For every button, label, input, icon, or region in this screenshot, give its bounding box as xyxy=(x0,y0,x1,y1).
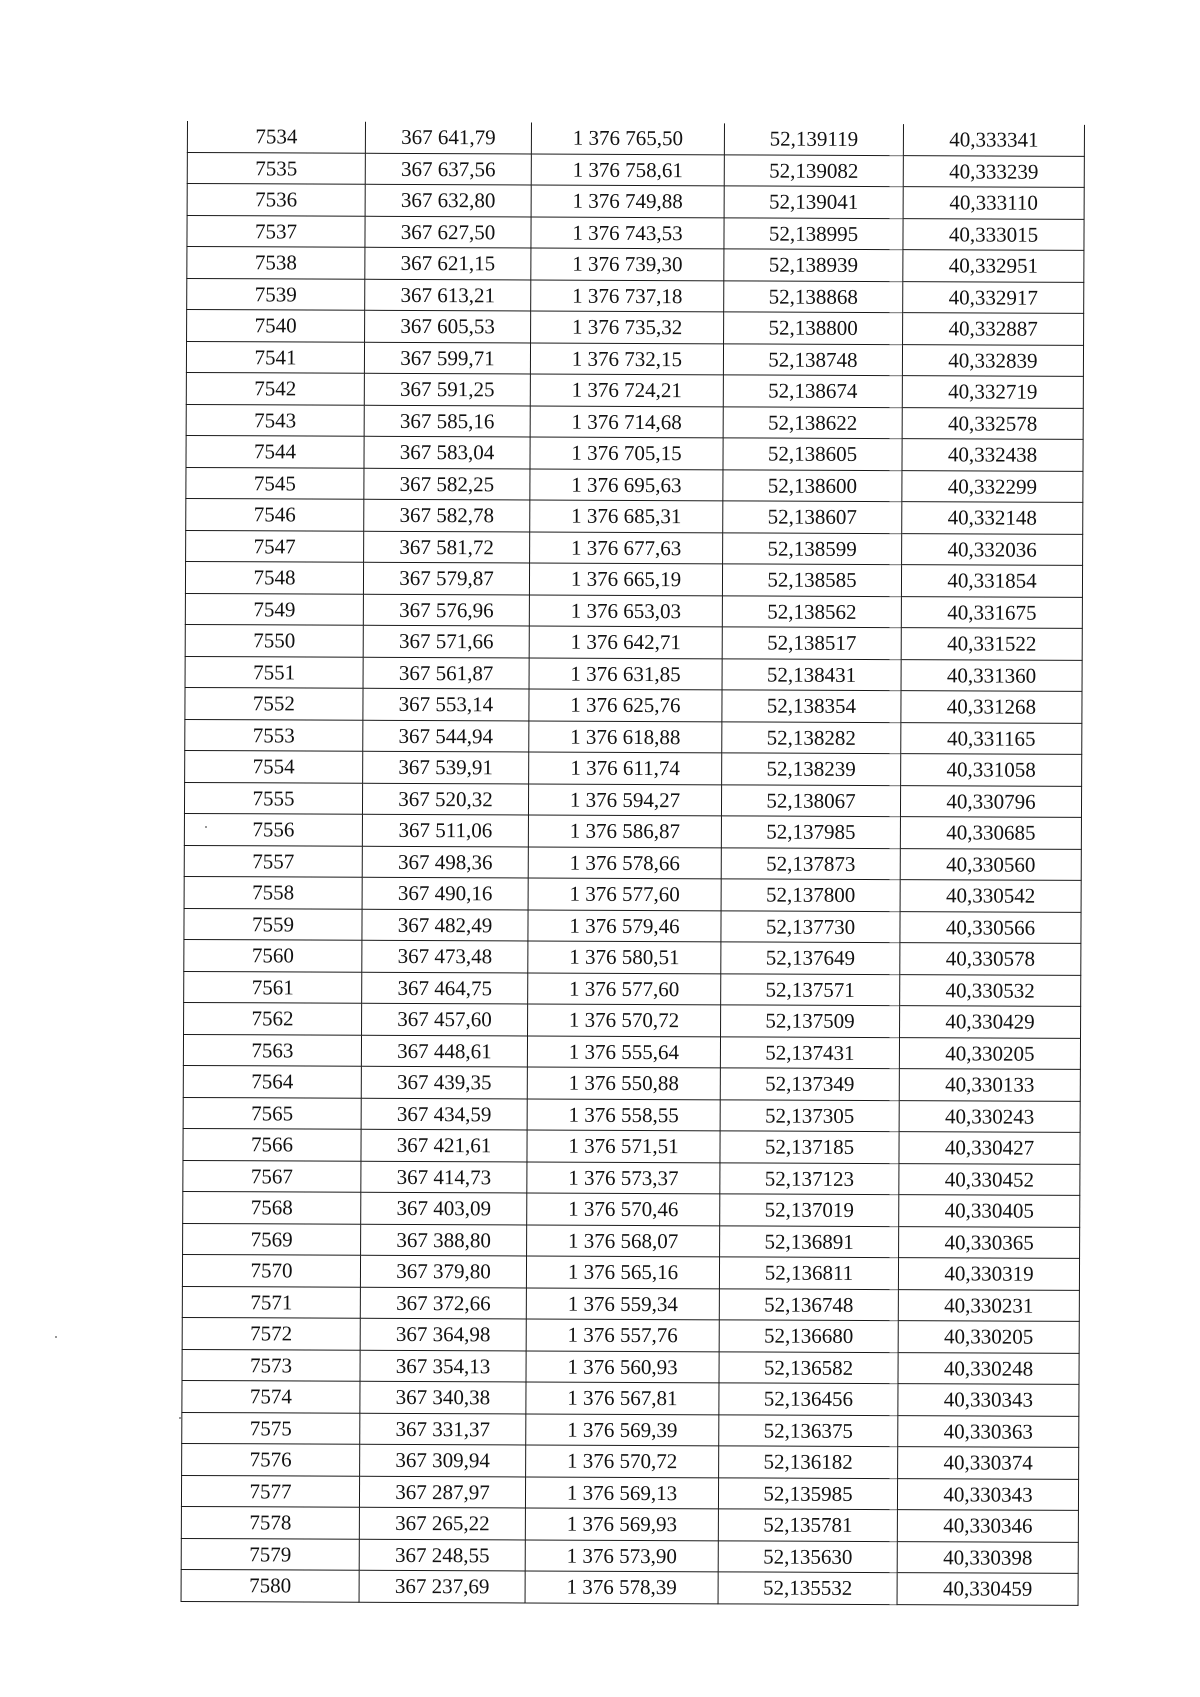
x-coordinate-cell: 367 388,80 xyxy=(361,1224,527,1256)
table-row xyxy=(186,435,1083,470)
longitude-cell: 40,332719 xyxy=(902,376,1083,408)
point-number-cell: 7569 xyxy=(183,1223,361,1255)
latitude-cell: 52,136748 xyxy=(719,1288,898,1320)
y-coordinate-cell: 1 376 580,51 xyxy=(528,941,721,973)
table-row xyxy=(185,750,1082,785)
x-coordinate-cell: 367 287,97 xyxy=(359,1476,525,1508)
x-coordinate-cell: 367 414,73 xyxy=(361,1161,527,1193)
point-number-cell: 7580 xyxy=(181,1569,359,1601)
x-coordinate-cell: 367 439,35 xyxy=(361,1066,527,1098)
x-coordinate-cell: 367 498,36 xyxy=(362,846,528,878)
latitude-cell: 52,138674 xyxy=(723,375,902,407)
latitude-cell: 52,138239 xyxy=(722,753,901,785)
table-row xyxy=(187,310,1084,345)
table-row xyxy=(184,1002,1081,1037)
table-row xyxy=(181,1538,1078,1573)
latitude-cell: 52,138599 xyxy=(723,532,902,564)
table-row xyxy=(183,1097,1080,1132)
point-number-cell: 7577 xyxy=(181,1475,359,1507)
longitude-cell: 40,332917 xyxy=(903,281,1084,313)
x-coordinate-cell: 367 434,59 xyxy=(361,1098,527,1130)
table-row xyxy=(182,1254,1079,1289)
x-coordinate-cell: 367 539,91 xyxy=(363,751,529,783)
x-coordinate-cell: 367 621,15 xyxy=(365,247,531,279)
y-coordinate-cell: 1 376 625,76 xyxy=(529,689,722,721)
longitude-cell: 40,330578 xyxy=(900,943,1081,975)
point-number-cell: 7572 xyxy=(182,1317,360,1349)
x-coordinate-cell: 367 421,61 xyxy=(361,1129,527,1161)
point-number-cell: 7562 xyxy=(184,1002,362,1034)
y-coordinate-cell: 1 376 611,74 xyxy=(529,752,722,784)
point-number-cell: 7579 xyxy=(181,1538,359,1570)
y-coordinate-cell: 1 376 573,90 xyxy=(525,1539,718,1571)
table-row xyxy=(184,939,1081,974)
latitude-cell: 52,137800 xyxy=(721,879,900,911)
table-row xyxy=(185,656,1082,691)
longitude-cell: 40,330542 xyxy=(900,880,1081,912)
point-number-cell: 7560 xyxy=(184,939,362,971)
latitude-cell: 52,135630 xyxy=(718,1540,897,1572)
table-row xyxy=(184,813,1081,848)
point-number-cell: 7547 xyxy=(186,530,364,562)
latitude-cell: 52,138607 xyxy=(723,501,902,533)
point-number-cell: 7535 xyxy=(187,152,365,184)
table-row xyxy=(184,971,1081,1006)
point-number-cell: 7564 xyxy=(183,1065,361,1097)
y-coordinate-cell: 1 376 570,72 xyxy=(526,1445,719,1477)
table-row xyxy=(185,561,1082,596)
table-row xyxy=(186,372,1083,407)
y-coordinate-cell: 1 376 579,46 xyxy=(528,909,721,941)
longitude-cell: 40,330427 xyxy=(899,1132,1080,1164)
point-number-cell: 7541 xyxy=(186,341,364,373)
latitude-cell: 52,135985 xyxy=(718,1477,897,1509)
longitude-cell: 40,333015 xyxy=(903,218,1084,250)
longitude-cell: 40,331058 xyxy=(901,754,1082,786)
point-number-cell: 7545 xyxy=(186,467,364,499)
longitude-cell: 40,330343 xyxy=(897,1478,1078,1510)
latitude-cell: 52,136182 xyxy=(719,1446,898,1478)
x-coordinate-cell: 367 585,16 xyxy=(364,405,530,437)
longitude-cell: 40,330532 xyxy=(900,974,1081,1006)
table-row xyxy=(185,624,1082,659)
latitude-cell: 52,138800 xyxy=(724,312,903,344)
latitude-cell: 52,137649 xyxy=(721,942,900,974)
table-row xyxy=(187,184,1084,219)
x-coordinate-cell: 367 637,56 xyxy=(365,153,531,185)
y-coordinate-cell: 1 376 618,88 xyxy=(529,720,722,752)
y-coordinate-cell: 1 376 578,66 xyxy=(528,846,721,878)
x-coordinate-cell: 367 582,25 xyxy=(364,468,530,500)
latitude-cell: 52,137431 xyxy=(720,1036,899,1068)
longitude-cell: 40,331522 xyxy=(901,628,1082,660)
point-number-cell: 7565 xyxy=(183,1097,361,1129)
table-row xyxy=(183,1034,1080,1069)
longitude-cell: 40,330685 xyxy=(900,817,1081,849)
longitude-cell: 40,330243 xyxy=(899,1100,1080,1132)
y-coordinate-cell: 1 376 653,03 xyxy=(529,594,722,626)
x-coordinate-cell: 367 237,69 xyxy=(359,1570,525,1602)
latitude-cell: 52,138517 xyxy=(722,627,901,659)
latitude-cell: 52,138562 xyxy=(722,595,901,627)
y-coordinate-cell: 1 376 631,85 xyxy=(529,657,722,689)
x-coordinate-cell: 367 309,94 xyxy=(360,1444,526,1476)
latitude-cell: 52,137571 xyxy=(721,973,900,1005)
x-coordinate-cell: 367 340,38 xyxy=(360,1381,526,1413)
longitude-cell: 40,330365 xyxy=(899,1226,1080,1258)
y-coordinate-cell: 1 376 642,71 xyxy=(529,626,722,658)
table-row xyxy=(187,121,1084,156)
point-number-cell: 7546 xyxy=(186,498,364,530)
latitude-cell: 52,136375 xyxy=(719,1414,898,1446)
latitude-cell: 52,136456 xyxy=(719,1383,898,1415)
latitude-cell: 52,138585 xyxy=(722,564,901,596)
latitude-cell: 52,138868 xyxy=(724,280,903,312)
y-coordinate-cell: 1 376 569,93 xyxy=(525,1508,718,1540)
longitude-cell: 40,332839 xyxy=(902,344,1083,376)
table-row xyxy=(186,404,1083,439)
x-coordinate-cell: 367 632,80 xyxy=(365,184,531,216)
y-coordinate-cell: 1 376 570,72 xyxy=(528,1004,721,1036)
y-coordinate-cell: 1 376 705,15 xyxy=(530,437,723,469)
x-coordinate-cell: 367 544,94 xyxy=(363,720,529,752)
latitude-cell: 52,139082 xyxy=(724,154,903,186)
y-coordinate-cell: 1 376 565,16 xyxy=(526,1256,719,1288)
latitude-cell: 52,138622 xyxy=(723,406,902,438)
table-row xyxy=(187,278,1084,313)
latitude-cell: 52,137185 xyxy=(720,1131,899,1163)
table-row xyxy=(183,1191,1080,1226)
table-row xyxy=(187,215,1084,250)
y-coordinate-cell: 1 376 758,61 xyxy=(531,154,724,186)
y-coordinate-cell: 1 376 569,39 xyxy=(526,1413,719,1445)
longitude-cell: 40,332148 xyxy=(902,502,1083,534)
x-coordinate-cell: 367 511,06 xyxy=(362,814,528,846)
latitude-cell: 52,137873 xyxy=(721,847,900,879)
x-coordinate-cell: 367 473,48 xyxy=(362,940,528,972)
longitude-cell: 40,331854 xyxy=(901,565,1082,597)
x-coordinate-cell: 367 457,60 xyxy=(362,1003,528,1035)
latitude-cell: 52,138748 xyxy=(723,343,902,375)
y-coordinate-cell: 1 376 560,93 xyxy=(526,1350,719,1382)
longitude-cell: 40,330133 xyxy=(899,1069,1080,1101)
y-coordinate-cell: 1 376 677,63 xyxy=(530,531,723,563)
longitude-cell: 40,332887 xyxy=(903,313,1084,345)
y-coordinate-cell: 1 376 558,55 xyxy=(527,1098,720,1130)
latitude-cell: 52,137509 xyxy=(721,1005,900,1037)
longitude-cell: 40,332299 xyxy=(902,470,1083,502)
latitude-cell: 52,139041 xyxy=(724,186,903,218)
y-coordinate-cell: 1 376 577,60 xyxy=(528,878,721,910)
longitude-cell: 40,332951 xyxy=(903,250,1084,282)
point-number-cell: 7578 xyxy=(181,1506,359,1538)
table-row xyxy=(182,1380,1079,1415)
point-number-cell: 7536 xyxy=(187,184,365,216)
x-coordinate-cell: 367 582,78 xyxy=(364,499,530,531)
point-number-cell: 7575 xyxy=(182,1412,360,1444)
latitude-cell: 52,136680 xyxy=(719,1320,898,1352)
x-coordinate-cell: 367 599,71 xyxy=(364,342,530,374)
latitude-cell: 52,138600 xyxy=(723,469,902,501)
table-row xyxy=(184,876,1081,911)
longitude-cell: 40,331360 xyxy=(901,659,1082,691)
point-number-cell: 7537 xyxy=(187,215,365,247)
x-coordinate-cell: 367 605,53 xyxy=(365,310,531,342)
table-row xyxy=(186,530,1083,565)
longitude-cell: 40,331165 xyxy=(901,722,1082,754)
table-row xyxy=(187,247,1084,282)
y-coordinate-cell: 1 376 569,13 xyxy=(525,1476,718,1508)
point-number-cell: 7558 xyxy=(184,876,362,908)
table-row xyxy=(186,467,1083,502)
x-coordinate-cell: 367 403,09 xyxy=(361,1192,527,1224)
table-row xyxy=(185,719,1082,754)
longitude-cell: 40,330363 xyxy=(898,1415,1079,1447)
longitude-cell: 40,330205 xyxy=(899,1037,1080,1069)
table-row xyxy=(186,341,1083,376)
y-coordinate-cell: 1 376 737,18 xyxy=(531,280,724,312)
y-coordinate-cell: 1 376 567,81 xyxy=(526,1382,719,1414)
longitude-cell: 40,330319 xyxy=(898,1258,1079,1290)
x-coordinate-cell: 367 571,66 xyxy=(363,625,529,657)
point-number-cell: 7571 xyxy=(182,1286,360,1318)
table-row xyxy=(183,1160,1080,1195)
y-coordinate-cell: 1 376 749,88 xyxy=(531,185,724,217)
point-number-cell: 7542 xyxy=(186,372,364,404)
y-coordinate-cell: 1 376 571,51 xyxy=(527,1130,720,1162)
longitude-cell: 40,330405 xyxy=(899,1195,1080,1227)
y-coordinate-cell: 1 376 685,31 xyxy=(530,500,723,532)
latitude-cell: 52,138282 xyxy=(722,721,901,753)
latitude-cell: 52,137305 xyxy=(720,1099,899,1131)
y-coordinate-cell: 1 376 570,46 xyxy=(527,1193,720,1225)
longitude-cell: 40,330459 xyxy=(897,1573,1078,1605)
point-number-cell: 7549 xyxy=(185,593,363,625)
table-row xyxy=(183,1128,1080,1163)
point-number-cell: 7552 xyxy=(185,687,363,719)
x-coordinate-cell: 367 553,14 xyxy=(363,688,529,720)
point-number-cell: 7534 xyxy=(187,121,365,153)
y-coordinate-cell: 1 376 665,19 xyxy=(529,563,722,595)
y-coordinate-cell: 1 376 594,27 xyxy=(528,783,721,815)
point-number-cell: 7540 xyxy=(187,310,365,342)
table-row xyxy=(181,1569,1078,1604)
table-row xyxy=(183,1065,1080,1100)
scan-speck xyxy=(55,1336,57,1338)
longitude-cell: 40,333239 xyxy=(903,155,1084,187)
table-row xyxy=(184,908,1081,943)
x-coordinate-cell: 367 591,25 xyxy=(364,373,530,405)
point-number-cell: 7544 xyxy=(186,435,364,467)
point-number-cell: 7557 xyxy=(184,845,362,877)
x-coordinate-cell: 367 482,49 xyxy=(362,909,528,941)
longitude-cell: 40,333110 xyxy=(903,187,1084,219)
longitude-cell: 40,330398 xyxy=(897,1541,1078,1573)
point-number-cell: 7568 xyxy=(183,1191,361,1223)
y-coordinate-cell: 1 376 577,60 xyxy=(528,972,721,1004)
latitude-cell: 52,138431 xyxy=(722,658,901,690)
x-coordinate-cell: 367 354,13 xyxy=(360,1350,526,1382)
longitude-cell: 40,330429 xyxy=(900,1006,1081,1038)
y-coordinate-cell: 1 376 714,68 xyxy=(530,406,723,438)
table-row xyxy=(182,1286,1079,1321)
latitude-cell: 52,138354 xyxy=(722,690,901,722)
longitude-cell: 40,330560 xyxy=(900,848,1081,880)
longitude-cell: 40,330346 xyxy=(897,1510,1078,1542)
point-number-cell: 7554 xyxy=(185,750,363,782)
latitude-cell: 52,136891 xyxy=(720,1225,899,1257)
table-row xyxy=(186,498,1083,533)
latitude-cell: 52,138067 xyxy=(721,784,900,816)
y-coordinate-cell: 1 376 550,88 xyxy=(527,1067,720,1099)
x-coordinate-cell: 367 265,22 xyxy=(359,1507,525,1539)
latitude-cell: 52,138605 xyxy=(723,438,902,470)
x-coordinate-cell: 367 490,16 xyxy=(362,877,528,909)
point-number-cell: 7539 xyxy=(187,278,365,310)
x-coordinate-cell: 367 581,72 xyxy=(364,531,530,563)
longitude-cell: 40,331268 xyxy=(901,691,1082,723)
x-coordinate-cell: 367 520,32 xyxy=(362,783,528,815)
x-coordinate-cell: 367 331,37 xyxy=(360,1413,526,1445)
y-coordinate-cell: 1 376 568,07 xyxy=(527,1224,720,1256)
latitude-cell: 52,136811 xyxy=(719,1257,898,1289)
coordinates-table xyxy=(181,121,1085,1605)
y-coordinate-cell: 1 376 739,30 xyxy=(531,248,724,280)
longitude-cell: 40,330205 xyxy=(898,1321,1079,1353)
longitude-cell: 40,330374 xyxy=(898,1447,1079,1479)
table-row xyxy=(181,1506,1078,1541)
point-number-cell: 7548 xyxy=(185,561,363,593)
latitude-cell: 52,137019 xyxy=(720,1194,899,1226)
table-row xyxy=(183,1223,1080,1258)
longitude-cell: 40,330452 xyxy=(899,1163,1080,1195)
point-number-cell: 7576 xyxy=(182,1443,360,1475)
longitude-cell: 40,330231 xyxy=(898,1289,1079,1321)
latitude-cell: 52,135532 xyxy=(718,1572,897,1604)
latitude-cell: 52,137730 xyxy=(721,910,900,942)
point-number-cell: 7538 xyxy=(187,247,365,279)
x-coordinate-cell: 367 372,66 xyxy=(360,1287,526,1319)
point-number-cell: 7559 xyxy=(184,908,362,940)
table-row xyxy=(182,1317,1079,1352)
longitude-cell: 40,330566 xyxy=(900,911,1081,943)
table-row xyxy=(181,1475,1078,1510)
x-coordinate-cell: 367 613,21 xyxy=(365,279,531,311)
longitude-cell: 40,330343 xyxy=(898,1384,1079,1416)
y-coordinate-cell: 1 376 695,63 xyxy=(530,468,723,500)
latitude-cell: 52,138995 xyxy=(724,217,903,249)
point-number-cell: 7567 xyxy=(183,1160,361,1192)
point-number-cell: 7573 xyxy=(182,1349,360,1381)
x-coordinate-cell: 367 576,96 xyxy=(363,594,529,626)
y-coordinate-cell: 1 376 765,50 xyxy=(531,123,724,155)
point-number-cell: 7550 xyxy=(185,624,363,656)
longitude-cell: 40,332578 xyxy=(902,407,1083,439)
y-coordinate-cell: 1 376 732,15 xyxy=(530,343,723,375)
latitude-cell: 52,139119 xyxy=(724,123,903,155)
table-row xyxy=(182,1443,1079,1478)
longitude-cell: 40,330248 xyxy=(898,1352,1079,1384)
longitude-cell: 40,332036 xyxy=(902,533,1083,565)
x-coordinate-cell: 367 561,87 xyxy=(363,657,529,689)
x-coordinate-cell: 367 448,61 xyxy=(361,1035,527,1067)
point-number-cell: 7561 xyxy=(184,971,362,1003)
latitude-cell: 52,137349 xyxy=(720,1068,899,1100)
point-number-cell: 7551 xyxy=(185,656,363,688)
point-number-cell: 7570 xyxy=(182,1254,360,1286)
coordinates-table-body xyxy=(181,121,1084,1605)
y-coordinate-cell: 1 376 724,21 xyxy=(530,374,723,406)
table-row xyxy=(182,1412,1079,1447)
latitude-cell: 52,138939 xyxy=(724,249,903,281)
y-coordinate-cell: 1 376 586,87 xyxy=(528,815,721,847)
point-number-cell: 7555 xyxy=(184,782,362,814)
point-number-cell: 7556 xyxy=(184,813,362,845)
x-coordinate-cell: 367 627,50 xyxy=(365,216,531,248)
point-number-cell: 7543 xyxy=(186,404,364,436)
x-coordinate-cell: 367 464,75 xyxy=(362,972,528,1004)
y-coordinate-cell: 1 376 735,32 xyxy=(531,311,724,343)
table-row xyxy=(185,593,1082,628)
point-number-cell: 7574 xyxy=(182,1380,360,1412)
table-row xyxy=(184,845,1081,880)
y-coordinate-cell: 1 376 557,76 xyxy=(526,1319,719,1351)
latitude-cell: 52,137123 xyxy=(720,1162,899,1194)
longitude-cell: 40,331675 xyxy=(901,596,1082,628)
table-row xyxy=(185,687,1082,722)
point-number-cell: 7566 xyxy=(183,1128,361,1160)
latitude-cell: 52,136582 xyxy=(719,1351,898,1383)
x-coordinate-cell: 367 579,87 xyxy=(363,562,529,594)
x-coordinate-cell: 367 641,79 xyxy=(365,122,531,154)
longitude-cell: 40,332438 xyxy=(902,439,1083,471)
x-coordinate-cell: 367 364,98 xyxy=(360,1318,526,1350)
point-number-cell: 7553 xyxy=(185,719,363,751)
point-number-cell: 7563 xyxy=(183,1034,361,1066)
x-coordinate-cell: 367 583,04 xyxy=(364,436,530,468)
y-coordinate-cell: 1 376 573,37 xyxy=(527,1161,720,1193)
y-coordinate-cell: 1 376 555,64 xyxy=(527,1035,720,1067)
table-row xyxy=(187,152,1084,187)
y-coordinate-cell: 1 376 578,39 xyxy=(525,1571,718,1603)
longitude-cell: 40,333341 xyxy=(903,124,1084,156)
x-coordinate-cell: 367 379,80 xyxy=(360,1255,526,1287)
y-coordinate-cell: 1 376 559,34 xyxy=(526,1287,719,1319)
longitude-cell: 40,330796 xyxy=(900,785,1081,817)
latitude-cell: 52,135781 xyxy=(718,1509,897,1541)
y-coordinate-cell: 1 376 743,53 xyxy=(531,217,724,249)
table-row xyxy=(182,1349,1079,1384)
table-row xyxy=(184,782,1081,817)
latitude-cell: 52,137985 xyxy=(721,816,900,848)
x-coordinate-cell: 367 248,55 xyxy=(359,1539,525,1571)
